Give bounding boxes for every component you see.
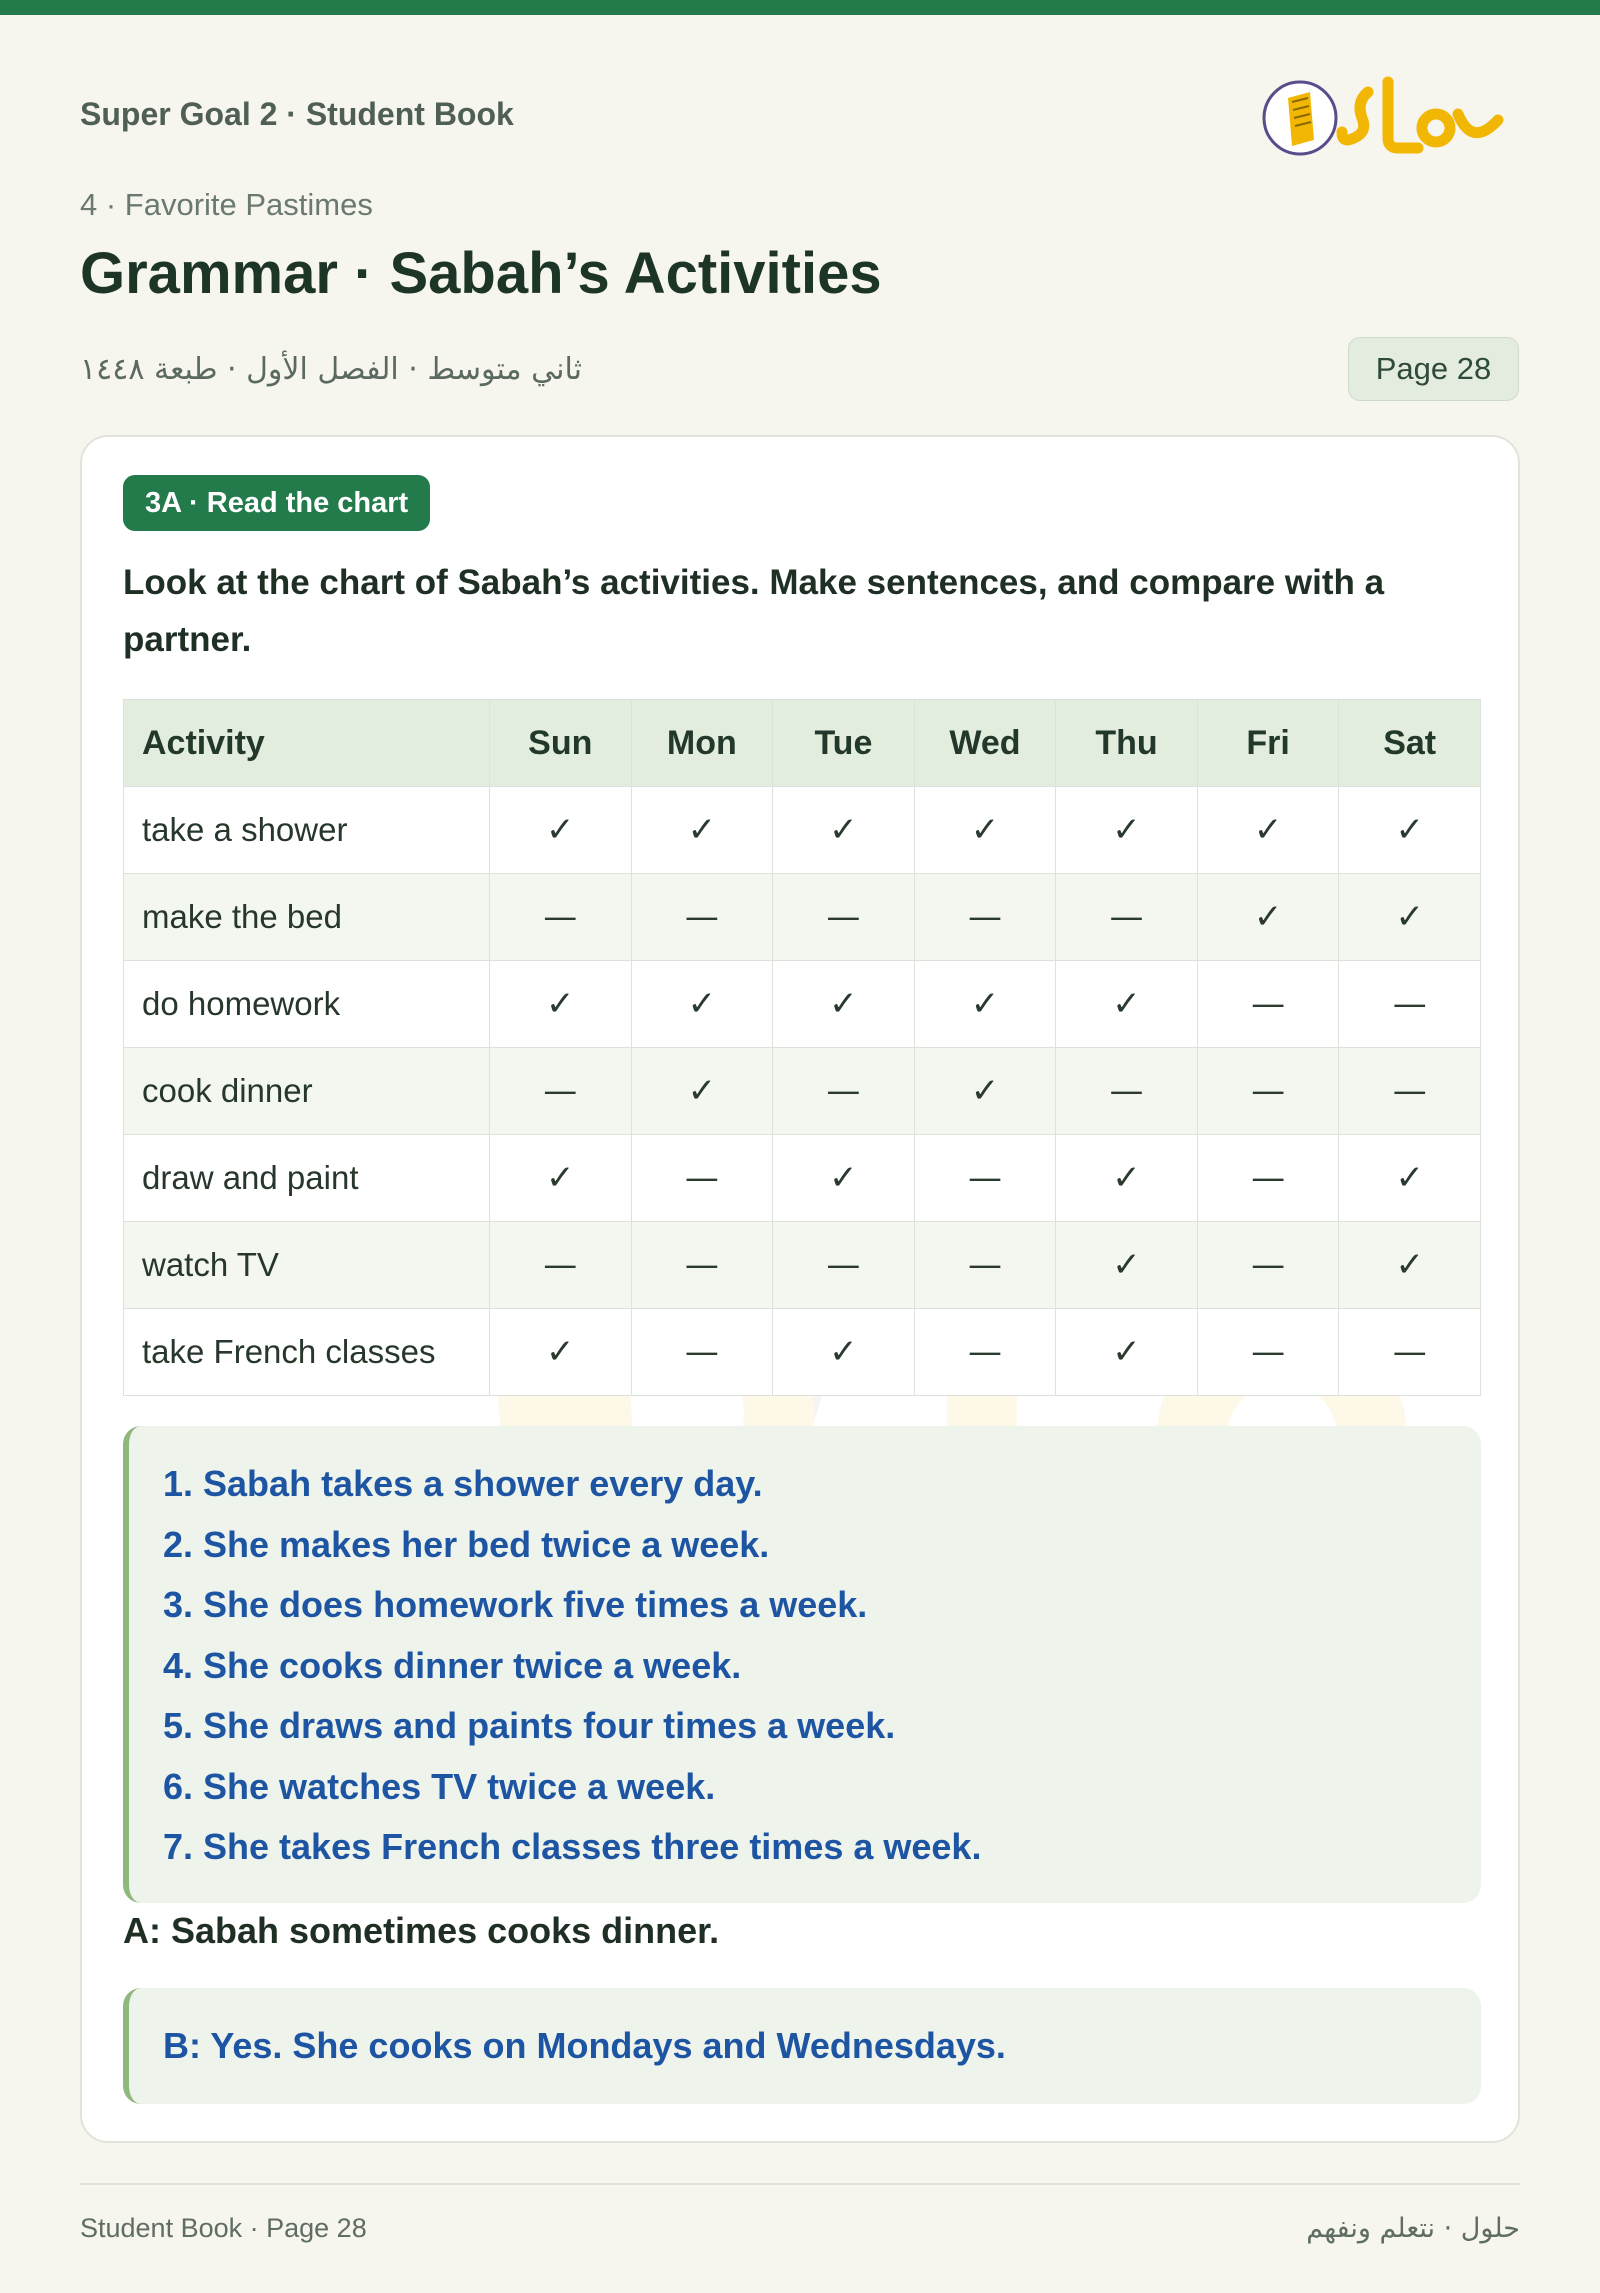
table-row — [124, 961, 1481, 1048]
dash-mark-cell: — — [631, 1135, 773, 1222]
arabic-meta: ثاني متوسط · الفصل الأول · طبعة ١٤٤٨ — [80, 352, 582, 387]
chart-header-row — [124, 700, 1481, 787]
dialog-line-b — [123, 1988, 1481, 2104]
check-mark-cell: ✓ — [914, 961, 1056, 1048]
table-row — [124, 1048, 1481, 1135]
dash-mark-cell: — — [631, 874, 773, 961]
chart-header-day: Mon — [631, 700, 773, 787]
dash-mark-cell: — — [1197, 1222, 1339, 1309]
dash-mark-cell: — — [914, 1135, 1056, 1222]
dash-mark-cell: — — [1197, 961, 1339, 1048]
dash-mark-cell: — — [773, 1048, 915, 1135]
check-mark-cell: ✓ — [490, 961, 632, 1048]
check-mark-cell: ✓ — [1056, 961, 1198, 1048]
table-row — [124, 1222, 1481, 1309]
check-mark-cell: ✓ — [490, 787, 632, 874]
check-mark-cell: ✓ — [490, 1309, 632, 1396]
check-mark-cell: ✓ — [773, 961, 915, 1048]
instruction-text: Look at the chart of Sabah’s activities. Make sentences, and compare with a partner. — [123, 563, 1385, 659]
chart-header-day: Tue — [773, 700, 915, 787]
activity-cell: cook dinner — [124, 1048, 490, 1135]
activity-cell: watch TV — [124, 1222, 490, 1309]
chart-header-activity: Activity — [124, 700, 490, 787]
table-row — [124, 1135, 1481, 1222]
dash-mark-cell: — — [914, 1222, 1056, 1309]
check-mark-cell: ✓ — [1056, 1135, 1198, 1222]
dash-mark-cell: — — [1056, 1048, 1198, 1135]
check-mark-cell: ✓ — [914, 787, 1056, 874]
answer-sentence: 7. She takes French classes three times a week. — [163, 1826, 982, 1867]
check-mark-cell: ✓ — [1339, 1222, 1481, 1309]
dialog-line-b-text: B: Yes. She cooks on Mondays and Wednesdays. — [163, 2025, 1006, 2066]
activity-cell: do homework — [124, 961, 490, 1048]
dash-mark-cell: — — [1339, 1048, 1481, 1135]
table-row — [124, 787, 1481, 874]
activity-cell: draw and paint — [124, 1135, 490, 1222]
check-mark-cell: ✓ — [631, 1048, 773, 1135]
check-mark-cell: ✓ — [914, 1048, 1056, 1135]
dash-mark-cell: — — [490, 1222, 632, 1309]
activity-cell: take a shower — [124, 787, 490, 874]
check-mark-cell: ✓ — [1197, 787, 1339, 874]
check-mark-cell: ✓ — [773, 787, 915, 874]
activity-cell: take French classes — [124, 1309, 490, 1396]
check-mark-cell: ✓ — [1056, 787, 1198, 874]
chapter-label: 4 · Favorite Pastimes — [80, 187, 373, 222]
footer-right: حلول · نتعلم ونفهم — [1306, 2213, 1520, 2244]
book-logo-icon — [1258, 62, 1508, 172]
dash-mark-cell: — — [773, 874, 915, 961]
check-mark-cell: ✓ — [1339, 874, 1481, 961]
check-mark-cell: ✓ — [773, 1135, 915, 1222]
dash-mark-cell: — — [1197, 1135, 1339, 1222]
answer-sentence: 1. Sabah takes a shower every day. — [163, 1463, 763, 1504]
dialog-line-a: A: Sabah sometimes cooks dinner. — [123, 1910, 720, 1951]
table-row — [124, 1309, 1481, 1396]
dash-mark-cell: — — [914, 1309, 1056, 1396]
answer-sentence: 2. She makes her bed twice a week. — [163, 1523, 770, 1565]
chart-header-day: Sun — [490, 700, 632, 787]
page-title: Grammar · Sabah’s Activities — [80, 241, 882, 306]
page-badge: Page 28 — [1348, 337, 1519, 401]
section-tag: 3A · Read the chart — [123, 475, 430, 531]
footer-divider — [80, 2183, 1520, 2185]
answer-sentence: 5. She draws and paints four times a week. — [163, 1705, 896, 1746]
activity-cell: make the bed — [124, 874, 490, 961]
answers-box — [123, 1426, 1481, 1903]
dash-mark-cell: — — [1339, 1309, 1481, 1396]
exercise-card — [80, 435, 1520, 2143]
chart-header-day: Wed — [914, 700, 1056, 787]
book-title: Super Goal 2 · Student Book — [80, 96, 514, 132]
check-mark-cell: ✓ — [631, 961, 773, 1048]
answer-sentence: 3. She does homework five times a week. — [163, 1584, 868, 1625]
dash-mark-cell: — — [1197, 1309, 1339, 1396]
activities-chart — [123, 699, 1481, 1396]
check-mark-cell: ✓ — [631, 787, 773, 874]
dash-mark-cell: — — [631, 1309, 773, 1396]
chart-header-day: Thu — [1056, 700, 1198, 787]
chart-header-day: Fri — [1197, 700, 1339, 787]
dash-mark-cell: — — [1197, 1048, 1339, 1135]
answer-sentence: 4. She cooks dinner twice a week. — [163, 1644, 742, 1686]
check-mark-cell: ✓ — [1339, 1135, 1481, 1222]
dash-mark-cell: — — [914, 874, 1056, 961]
dash-mark-cell: — — [773, 1222, 915, 1309]
check-mark-cell: ✓ — [1197, 874, 1339, 961]
answer-sentence: 6. She watches TV twice a week. — [163, 1765, 716, 1807]
footer-left: Student Book · Page 28 — [80, 2213, 367, 2243]
table-row — [124, 874, 1481, 961]
check-mark-cell: ✓ — [490, 1135, 632, 1222]
check-mark-cell: ✓ — [773, 1309, 915, 1396]
dash-mark-cell: — — [1056, 874, 1198, 961]
dash-mark-cell: — — [490, 874, 632, 961]
chart-header-day: Sat — [1339, 700, 1481, 787]
check-mark-cell: ✓ — [1056, 1222, 1198, 1309]
check-mark-cell: ✓ — [1339, 787, 1481, 874]
check-mark-cell: ✓ — [1056, 1309, 1198, 1396]
top-accent-bar — [0, 0, 1600, 15]
dash-mark-cell: — — [490, 1048, 632, 1135]
dash-mark-cell: — — [631, 1222, 773, 1309]
dash-mark-cell: — — [1339, 961, 1481, 1048]
